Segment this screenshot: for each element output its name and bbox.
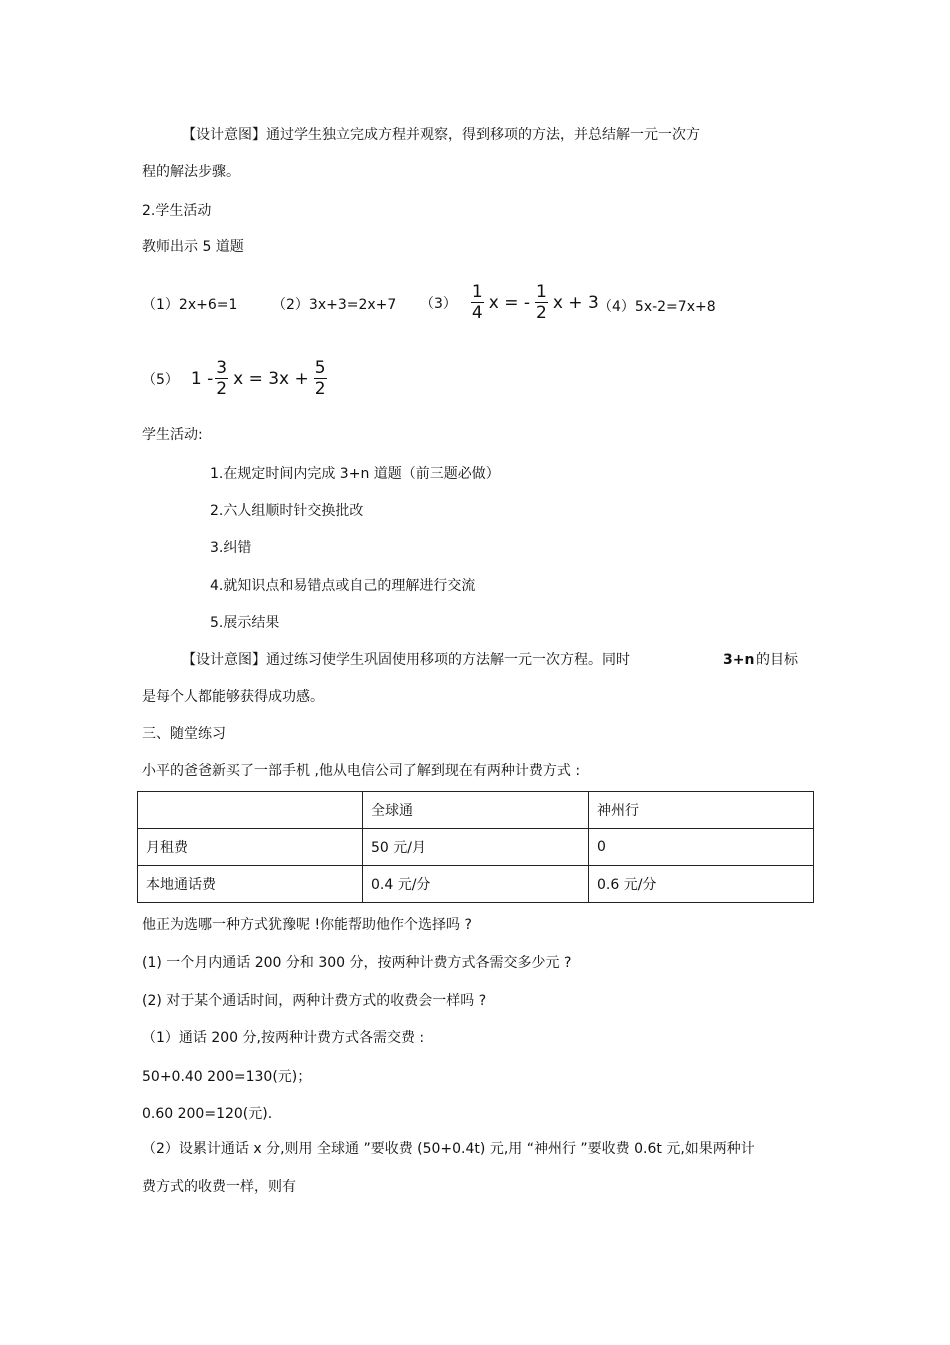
- table-row: [138, 829, 814, 866]
- table-header-row: [138, 792, 814, 829]
- equation-3-label: （3）: [420, 295, 457, 312]
- fraction-denominator: 2: [216, 379, 228, 399]
- question-line-2: (1) 一个月内通话 200 分和 300 分，按两种计费方式各需交多少元 ?: [142, 955, 572, 971]
- step-5: 5.展示结果: [210, 615, 280, 631]
- equation-1: （1）2x+6=1: [142, 297, 238, 313]
- table-cell: 50 元/月: [363, 829, 589, 866]
- question-line-1: 他正为选哪一种方式犹豫呢 !你能帮助他作个选择吗 ?: [142, 917, 472, 933]
- step-3: 3.纠错: [210, 540, 252, 556]
- table-row: [138, 866, 814, 903]
- section-2-title: 2.学生活动: [142, 203, 212, 219]
- fraction-numerator: 3: [216, 358, 228, 378]
- fraction-three-halves: [215, 358, 228, 399]
- student-activity-title: 学生活动:: [142, 427, 203, 443]
- table-header-cell: [138, 792, 363, 829]
- equation-5-head: 1 -: [190, 368, 214, 389]
- design-intent-2-line-1-c: 的目标: [756, 652, 798, 668]
- table-cell: 0.4 元/分: [363, 866, 589, 903]
- fraction-one-quarter: [471, 282, 484, 323]
- fraction-one-half: [535, 282, 548, 323]
- equation-4: （4）5x-2=7x+8: [598, 299, 716, 315]
- equation-3: [420, 282, 599, 323]
- answer-line-1: （1）通话 200 分,按两种计费方式各需交费 :: [142, 1030, 425, 1046]
- design-intent-2-bold: 3+n: [723, 652, 755, 668]
- problem-intro: 小平的爸爸新买了一部手机 ,他从电信公司了解到现在有两种计费方式 :: [142, 763, 581, 779]
- teacher-line: 教师出示 5 道题: [142, 239, 244, 255]
- table-cell: 0: [589, 829, 814, 866]
- step-2: 2.六人组顺时针交换批改: [210, 503, 364, 519]
- fee-table: [137, 791, 814, 903]
- answer-line-3: 0.60 200=120(元).: [142, 1106, 273, 1122]
- equation-2: （2）3x+3=2x+7: [272, 297, 397, 313]
- step-4: 4.就知识点和易错点或自己的理解进行交流: [210, 578, 476, 594]
- table-header-cell: 神州行: [589, 792, 814, 829]
- equation-3-middle: x = -: [488, 292, 530, 313]
- table-header-cell: 全球通: [363, 792, 589, 829]
- fraction-denominator: 4: [471, 303, 483, 323]
- answer-2-line-1: （2）设累计通话 x 分,则用 全球通 ”要收费 (50+0.4t) 元,用 “神州行 ”要收费 0.6t 元,如果两种计: [142, 1141, 755, 1157]
- table-cell: 本地通话费: [138, 866, 363, 903]
- fraction-denominator: 2: [536, 303, 547, 323]
- design-intent-line-2: 程的解法步骤。: [142, 164, 240, 180]
- table-cell: 0.6 元/分: [589, 866, 814, 903]
- fraction-numerator: 1: [471, 282, 483, 302]
- fraction-five-halves: [314, 358, 327, 399]
- equation-5-label: （5）: [142, 371, 179, 388]
- equation-5-middle: x = 3x +: [233, 368, 309, 389]
- fraction-numerator: 5: [314, 358, 326, 378]
- answer-line-2: 50+0.40 200=130(元)；: [142, 1069, 312, 1085]
- design-intent-2-line-2: 是每个人都能够获得成功感。: [142, 689, 324, 705]
- equation-3-tail: x + 3: [552, 292, 599, 313]
- answer-2-line-2: 费方式的收费一样，则有: [142, 1179, 296, 1195]
- design-intent-2-line-1-a: 【设计意图】通过练习使学生巩固使用移项的方法解一元一次方程。同时: [182, 652, 630, 668]
- question-line-3: (2) 对于某个通话时间，两种计费方式的收费会一样吗 ?: [142, 993, 487, 1009]
- fraction-denominator: 2: [314, 379, 326, 399]
- table-cell: 月租费: [138, 829, 363, 866]
- section-3-title: 三、随堂练习: [142, 726, 226, 742]
- fraction-numerator: 1: [536, 282, 547, 302]
- equation-5: [142, 358, 329, 399]
- step-1: 1.在规定时间内完成 3+n 道题（前三题必做）: [210, 466, 500, 482]
- design-intent-line-1: 【设计意图】通过学生独立完成方程并观察，得到移项的方法，并总结解一元一次方: [182, 127, 700, 143]
